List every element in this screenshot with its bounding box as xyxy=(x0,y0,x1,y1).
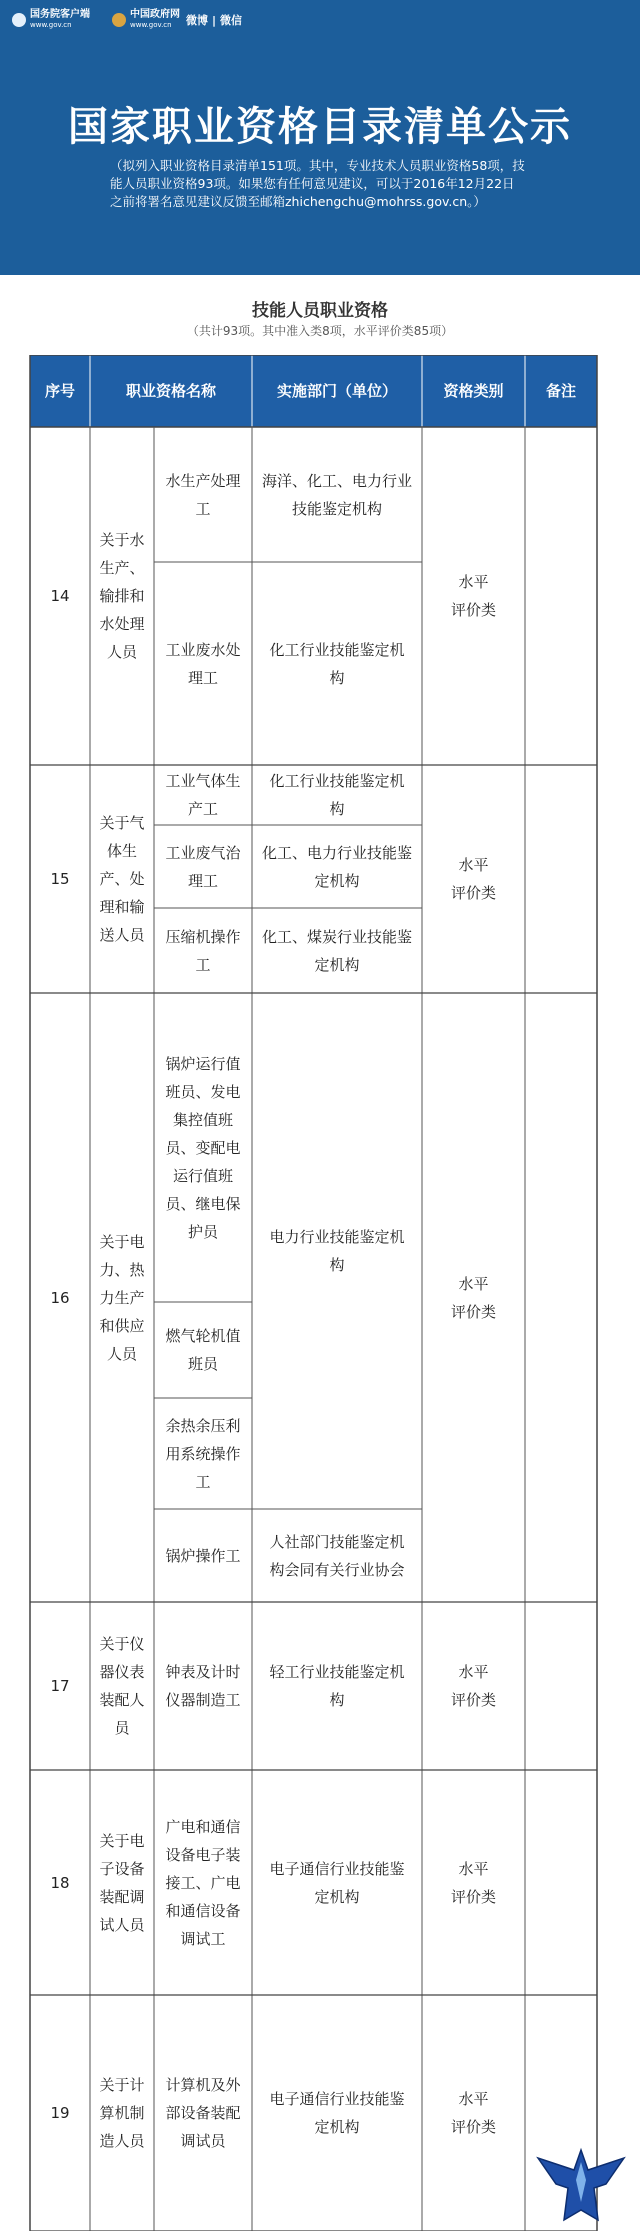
implementing-dept-line: 定机构 xyxy=(314,1887,360,1906)
gov-site-url: www.gov.cn xyxy=(130,21,172,29)
row-number-text xyxy=(50,865,69,893)
qualification-name xyxy=(154,825,252,908)
row-number-line: 15 xyxy=(50,870,70,888)
qualification-category-line: 水平 xyxy=(458,856,489,874)
qualification-category-line: 水平 xyxy=(458,573,489,591)
implementing-dept xyxy=(252,562,422,765)
weixin-label: 微信 xyxy=(220,14,243,27)
qualification-category-line: 评价类 xyxy=(450,1887,496,1906)
qualification-name-text xyxy=(165,1542,240,1570)
group-name-line: 子设备 xyxy=(99,1859,145,1878)
qualification-name-text xyxy=(165,1322,240,1378)
header-seq xyxy=(30,355,90,427)
header-seq-text xyxy=(45,377,75,405)
implementing-dept-text xyxy=(262,839,412,895)
group-name-line: 装配调 xyxy=(99,1887,145,1906)
implementing-dept-line: 构 xyxy=(329,668,345,687)
qualification-name-text xyxy=(165,2071,240,2155)
group-name-line: 产、处 xyxy=(99,870,145,888)
qualification-name-line: 燃气轮机值 xyxy=(165,1327,241,1345)
group-name-line: 关于计 xyxy=(99,2076,145,2094)
qualification-name-line: 工业废水处 xyxy=(165,640,241,659)
group-name-line: 生产、 xyxy=(99,559,145,577)
group-name-line: 送人员 xyxy=(99,926,145,944)
implementing-dept-line: 电子通信行业技能鉴 xyxy=(269,1859,405,1878)
app-brand xyxy=(12,10,90,30)
qualification-name-line: 调试工 xyxy=(180,1929,226,1948)
row-number xyxy=(30,1995,90,2231)
header-remarks-text xyxy=(546,377,576,405)
row-number-text xyxy=(50,1284,69,1312)
qualification-name xyxy=(154,908,252,993)
implementing-dept xyxy=(252,1509,422,1602)
qualification-category-line: 水平 xyxy=(458,2090,489,2108)
qualification-name-text xyxy=(165,839,240,895)
header-category xyxy=(422,355,525,427)
qualification-category-text xyxy=(451,1270,496,1326)
group-name-line: 力生产 xyxy=(99,1288,145,1307)
implementing-dept-line: 化工行业技能鉴定机 xyxy=(269,772,405,790)
qualification-table xyxy=(0,355,640,2231)
qualification-category-line: 水平 xyxy=(458,1274,489,1293)
row-number-line: 17 xyxy=(50,1677,70,1695)
group-name-line: 和供应 xyxy=(99,1316,145,1335)
social-separator: | xyxy=(212,13,217,27)
qualification-name xyxy=(154,1770,252,1995)
row-number xyxy=(30,993,90,1602)
row-number-line: 18 xyxy=(50,1873,70,1892)
implementing-dept-text xyxy=(262,923,412,979)
qualification-category-text xyxy=(451,568,496,624)
header-name xyxy=(90,355,252,427)
implementing-dept-text xyxy=(269,636,404,692)
qualification-category xyxy=(422,765,525,993)
group-name-line: 人员 xyxy=(106,643,137,661)
group-name-line: 人员 xyxy=(106,1344,137,1363)
app-url: www.gov.cn xyxy=(30,21,72,29)
row-number-line: 19 xyxy=(50,2104,70,2122)
group-name xyxy=(90,765,154,993)
banner-note xyxy=(110,157,540,211)
source-bar xyxy=(0,0,640,40)
row-number xyxy=(30,427,90,765)
qualification-category-text xyxy=(451,1855,496,1911)
qualification-name xyxy=(154,993,252,1302)
qualification-name-line: 工业气体生 xyxy=(165,772,241,790)
qualification-name-text xyxy=(165,1050,240,1246)
app-name: 国务院客户端 xyxy=(30,9,90,20)
group-name xyxy=(90,427,154,765)
qualification-name-line: 锅炉操作工 xyxy=(165,1546,241,1565)
app-logo-icon xyxy=(12,13,26,27)
row-number-text xyxy=(50,582,69,610)
implementing-dept-line: 技能鉴定机构 xyxy=(291,499,382,518)
implementing-dept-line: 化工、电力行业技能鉴 xyxy=(261,843,412,862)
group-name xyxy=(90,1770,154,1995)
qualification-name-line: 班员、发电 xyxy=(165,1082,241,1101)
group-name-line: 理和输 xyxy=(99,898,145,916)
implementing-dept xyxy=(252,427,422,562)
implementing-dept xyxy=(252,1995,422,2231)
qualification-name-text xyxy=(165,467,240,523)
implementing-dept-line: 构会同有关行业协会 xyxy=(269,1560,405,1579)
implementing-dept-line: 电力行业技能鉴定机 xyxy=(269,1228,405,1246)
implementing-dept-text xyxy=(269,767,404,823)
header-remarks-line: 备注 xyxy=(545,382,576,400)
implementing-dept-text xyxy=(269,1855,404,1911)
header-dept-line: 实施部门（单位） xyxy=(276,382,397,400)
group-name-line: 关于气 xyxy=(99,814,145,832)
qualification-name-text xyxy=(165,1412,240,1496)
group-name-line: 关于水 xyxy=(99,531,145,549)
qualification-category-text xyxy=(451,851,496,907)
group-name-text xyxy=(99,1827,144,1939)
qualification-name-text xyxy=(165,767,240,823)
group-name-text xyxy=(99,1228,144,1368)
group-name-line: 装配人 xyxy=(99,1691,145,1709)
implementing-dept xyxy=(252,908,422,993)
qualification-category xyxy=(422,993,525,1602)
group-name-text xyxy=(99,809,144,949)
qualification-name-line: 员、变配电 xyxy=(165,1138,241,1157)
implementing-dept-text xyxy=(269,2085,404,2141)
qualification-name xyxy=(154,562,252,765)
row-number xyxy=(30,765,90,993)
qualification-category-line: 评价类 xyxy=(450,1302,496,1321)
qualification-name-line: 部设备装配 xyxy=(165,2104,241,2122)
header-dept xyxy=(252,355,422,427)
group-name-text xyxy=(99,2071,144,2155)
national-emblem-icon xyxy=(112,13,126,27)
qualification-name-line: 压缩机操作 xyxy=(165,927,241,946)
header-name-text xyxy=(126,377,216,405)
implementing-dept xyxy=(252,993,422,1509)
implementing-dept-line: 人社部门技能鉴定机 xyxy=(269,1532,405,1551)
implementing-dept-line: 构 xyxy=(329,1256,345,1274)
qualification-category xyxy=(422,427,525,765)
group-name-text xyxy=(99,1630,144,1742)
implementing-dept-line: 化工行业技能鉴定机 xyxy=(269,640,405,659)
implementing-dept-text xyxy=(269,1658,404,1714)
row-number-line: 14 xyxy=(50,587,70,605)
header-category-text xyxy=(443,377,503,405)
qualification-category xyxy=(422,1602,525,1770)
banner-note-line: 之前将署名意见建议反馈至邮箱zhichengchu@mohrss.gov.cn。） xyxy=(110,194,486,209)
row-number-text xyxy=(50,2099,69,2127)
group-name-line: 造人员 xyxy=(99,2132,145,2150)
qualification-name-line: 调试员 xyxy=(180,2132,226,2150)
implementing-dept xyxy=(252,1602,422,1770)
row-number xyxy=(30,1602,90,1770)
banner-note-line: （拟列入职业资格目录清单151项。其中，专业技术人员职业资格58项，技 xyxy=(110,158,525,173)
qualification-name xyxy=(154,1398,252,1509)
header-dept-text xyxy=(277,377,397,405)
qualification-category xyxy=(422,1995,525,2231)
header-category-line: 资格类别 xyxy=(443,382,504,400)
implementing-dept-line: 化工、煤炭行业技能鉴 xyxy=(261,927,412,946)
qualification-name-line: 水生产处理 xyxy=(165,471,241,490)
qualification-name-text xyxy=(165,1658,240,1714)
implementing-dept-text xyxy=(269,1223,404,1279)
implementing-dept xyxy=(252,765,422,825)
implementing-dept-line: 电子通信行业技能鉴 xyxy=(269,2090,405,2108)
qualification-name xyxy=(154,1602,252,1770)
header-seq-line: 序号 xyxy=(44,382,75,400)
qualification-name-line: 理工 xyxy=(187,668,218,687)
header-banner xyxy=(0,0,640,275)
section-subtitle: （共计93项。其中准入类8项，水平评价类85项） xyxy=(186,324,454,338)
qualification-name-line: 班员 xyxy=(187,1355,218,1373)
qualification-name xyxy=(154,427,252,562)
qualification-category-line: 水平 xyxy=(458,1663,489,1681)
qualification-name-line: 理工 xyxy=(187,871,218,890)
implementing-dept xyxy=(252,1770,422,1995)
qualification-name-line: 集控值班 xyxy=(172,1110,233,1129)
qualification-name-text xyxy=(165,923,240,979)
qualification-category-line: 评价类 xyxy=(450,1691,496,1709)
qualification-name-line: 锅炉运行值 xyxy=(165,1054,241,1073)
implementing-dept-line: 构 xyxy=(329,800,345,818)
implementing-dept-line: 构 xyxy=(329,1691,345,1709)
implementing-dept-text xyxy=(269,1528,404,1584)
qualification-category-line: 评价类 xyxy=(450,2118,496,2136)
implementing-dept-line: 定机构 xyxy=(314,871,360,890)
row-number xyxy=(30,1770,90,1995)
qualification-name-line: 仪器制造工 xyxy=(165,1691,241,1709)
qualification-category-line: 评价类 xyxy=(450,884,496,902)
qualification-name-line: 工 xyxy=(195,499,211,518)
group-name-text xyxy=(99,526,144,666)
qualification-name xyxy=(154,765,252,825)
implementing-dept-line: 定机构 xyxy=(314,955,360,974)
group-name-line: 关于电 xyxy=(99,1232,145,1251)
implementing-dept-line: 海洋、化工、电力行业 xyxy=(261,471,412,490)
qualification-name-line: 员、继电保 xyxy=(165,1194,241,1213)
qualification-name-line: 计算机及外 xyxy=(165,2076,241,2094)
qualification-name xyxy=(154,1302,252,1398)
qualification-category-text xyxy=(451,2085,496,2141)
section-title: 技能人员职业资格 xyxy=(252,301,388,321)
qualification-name-text xyxy=(165,1813,240,1953)
qualification-category xyxy=(422,1770,525,1995)
gov-site-name: 中国政府网 xyxy=(130,9,180,20)
header-remarks xyxy=(525,355,597,427)
group-name-line: 器仪表 xyxy=(99,1663,145,1681)
group-name-line: 输排和 xyxy=(99,587,145,605)
header-name-line: 职业资格名称 xyxy=(125,382,216,400)
qualification-name-line: 钟表及计时 xyxy=(165,1663,241,1681)
qualification-name-line: 运行值班 xyxy=(172,1166,233,1185)
qualification-name-line: 工 xyxy=(195,955,211,974)
group-name-line: 力、热 xyxy=(99,1260,145,1279)
qualification-name-line: 产工 xyxy=(187,800,218,818)
group-name xyxy=(90,1995,154,2231)
eagle-logo-icon xyxy=(536,2140,626,2228)
row-number-line: 16 xyxy=(50,1288,70,1307)
qualification-name-text xyxy=(165,636,240,692)
qualification-name xyxy=(154,1995,252,2231)
group-name xyxy=(90,993,154,1602)
group-name-line: 试人员 xyxy=(99,1915,145,1934)
implementing-dept-text xyxy=(262,467,412,523)
weibo-label: 微博 xyxy=(186,14,208,27)
qualification-name-line: 设备电子装 xyxy=(165,1845,241,1864)
qualification-name-line: 护员 xyxy=(187,1222,218,1241)
group-name xyxy=(90,1602,154,1770)
banner-note-line: 能人员职业资格93项。如果您有任何意见建议，可以于2016年12月22日 xyxy=(110,176,515,191)
qualification-name-line: 工 xyxy=(195,1472,211,1491)
group-name-line: 水处理 xyxy=(99,615,145,633)
qualification-category-line: 水平 xyxy=(458,1859,489,1878)
group-name-line: 关于电 xyxy=(99,1831,145,1850)
qualification-name-line: 用系统操作 xyxy=(165,1444,241,1463)
row-number-text xyxy=(50,1869,69,1897)
group-name-line: 算机制 xyxy=(99,2104,145,2122)
qualification-category-line: 评价类 xyxy=(450,601,496,619)
implementing-dept xyxy=(252,825,422,908)
qualification-name-line: 广电和通信 xyxy=(165,1817,241,1836)
qualification-name-line: 余热余压利 xyxy=(165,1416,241,1435)
page-title: 国家职业资格目录清单公示 xyxy=(68,104,572,150)
implementing-dept-line: 定机构 xyxy=(314,2118,360,2136)
qualification-name-line: 工业废气治 xyxy=(165,843,241,862)
implementing-dept-line: 轻工行业技能鉴定机 xyxy=(269,1663,405,1681)
group-name-line: 员 xyxy=(114,1719,130,1737)
group-name-line: 关于仪 xyxy=(99,1635,145,1653)
qualification-name-line: 和通信设备 xyxy=(165,1901,241,1920)
social-links xyxy=(186,12,242,28)
qualification-name-line: 接工、广电 xyxy=(165,1873,241,1892)
gov-brand xyxy=(112,10,180,30)
row-number-text xyxy=(50,1672,69,1700)
qualification-name xyxy=(154,1509,252,1602)
qualification-category-text xyxy=(451,1658,496,1714)
group-name-line: 体生 xyxy=(106,842,137,860)
